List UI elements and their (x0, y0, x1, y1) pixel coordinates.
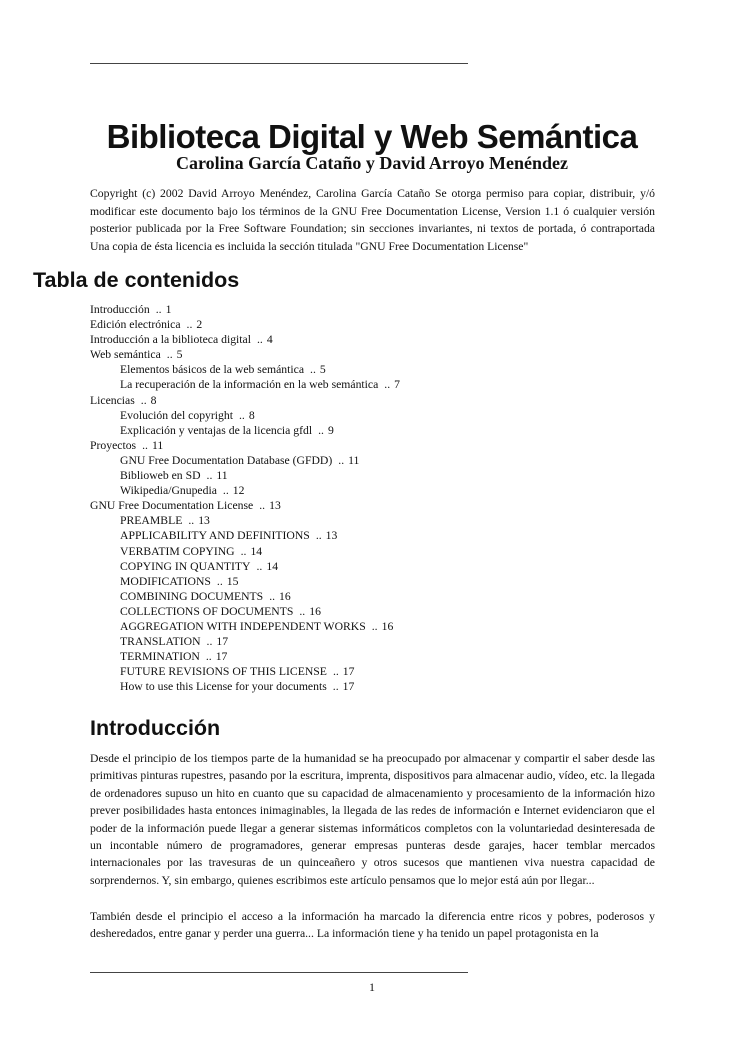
toc-entry[interactable] (90, 453, 400, 468)
toc-entry-label: GNU Free Documentation Database (GFDD) (120, 453, 333, 467)
toc-entry-page: 13 (198, 514, 210, 528)
toc-entry-label: Explicación y ventajas de la licencia gfdl (120, 423, 313, 437)
toc-entry-page: 4 (266, 333, 273, 347)
toc-entry-page: 16 (381, 619, 394, 633)
toc-entry-label: VERBATIM COPYING (120, 544, 235, 558)
toc-entry-dots: .. (142, 438, 148, 452)
toc-heading: Tabla de contenidos (33, 268, 240, 292)
toc-entry[interactable] (90, 393, 400, 408)
toc-entry-dots: .. (205, 650, 212, 664)
toc-entry-page: 13 (269, 499, 281, 513)
toc-entry-dots: .. (140, 393, 147, 407)
toc-entry-page: 17 (342, 680, 355, 694)
toc-entry-page: 15 (226, 574, 239, 588)
toc-entry-label: How to use this License for your documents (120, 680, 327, 694)
toc-entry-dots: .. (384, 378, 391, 392)
toc-entry-dots: .. (206, 469, 213, 483)
toc-entry-dots: .. (222, 484, 229, 498)
toc-entry-page: 2 (196, 318, 203, 332)
toc-entry[interactable] (90, 679, 400, 694)
toc-entry-dots: .. (259, 499, 266, 513)
toc-entry-page: 14 (266, 559, 279, 573)
toc-entry[interactable] (90, 377, 400, 392)
toc-entry-label: TRANSLATION (120, 635, 201, 649)
toc-entry-dots: .. (240, 544, 247, 558)
toc-entry-page: 17 (216, 635, 229, 649)
toc-entry-dots: .. (188, 514, 195, 528)
toc-entry[interactable] (90, 332, 400, 347)
toc-entry-label: Edición electrónica (90, 318, 181, 332)
toc-entry-dots: .. (256, 559, 263, 573)
toc-entry-page: 12 (232, 484, 245, 498)
toc-entry-dots: .. (310, 363, 316, 377)
toc-entry-dots: .. (166, 348, 173, 362)
toc-entry-label: FUTURE REVISIONS OF THIS LICENSE (120, 665, 327, 679)
toc-entry[interactable] (90, 559, 400, 574)
toc-entry-page: 13 (325, 529, 338, 543)
toc-entry[interactable] (90, 528, 400, 543)
toc-entry-label: Evolución del copyright (120, 408, 233, 422)
toc-entry-page: 17 (342, 665, 355, 679)
toc-entry[interactable] (90, 634, 400, 649)
paragraph: También desde el principio el acceso a la información ha marcado la diferencia entre ricos y pobres, poderosos y desheredados, entre ganar y perder una guerra... La información tiene y ha tenido un papel protagonista en la (90, 910, 655, 941)
paragraph: Desde el principio de los tiempos parte de la humanidad se ha preocupado por almacenar y compartir el saber desde las primitivas pinturas rupestres, pasando por la escritura, imprenta, dispositivos para almacenar audio, vídeo, etc. la llegada de ordenadores supuso un hito en cuanto que su capacidad de almacenamiento y procesamiento de la información hizo prever posibilidades hasta entonces inimaginables, la llegada de las redes de información e Internet evidenciaron que el poder de la información puede llegar a generar sistemas informáticos completos con la voluntariedad desinteresada de un incontable número de programadores, generar empresas punteras desde garajes, hacer temblar mercados internacionales por las travesuras de un quinceañero y otros sucesos que mantienen viva nuestra capacidad de sorprendernos. Y, sin embargo, quienes escribimos este artículo pensamos que lo mejor está aún por llegar... (90, 752, 655, 887)
toc-entry-page: 16 (279, 589, 291, 603)
toc-entry[interactable] (90, 362, 400, 377)
toc-entry[interactable] (90, 483, 400, 498)
toc-entry[interactable] (90, 498, 400, 513)
toc-entry[interactable] (90, 604, 400, 619)
toc-entry-page: 8 (248, 408, 255, 422)
toc-entry-label: MODIFICATIONS (120, 574, 211, 588)
toc-entry-label: Proyectos (90, 438, 137, 452)
toc-entry-dots: .. (371, 619, 378, 633)
toc-entry-label: COLLECTIONS OF DOCUMENTS (120, 604, 294, 618)
copyright-notice: Copyright (c) 2002 David Arroyo Menéndez, Carolina García Cataño Se otorga permiso para copiar, distribuir, y/ó modificar este documento bajo los términos de la GNU Free Documentation License, Version 1.1 ó cualquier versión posterior publicada por la Free Software Foundation; sin secciones invariantes, ni textos de portada, ó contraportada Una copia de ésta licencia es incluida la sección titulada "GNU Free Documentation License" (90, 187, 655, 253)
toc-entry-label: AGGREGATION WITH INDEPENDENT WORKS (120, 619, 366, 633)
toc-entry-page: 11 (348, 453, 360, 467)
toc-entry-dots: .. (206, 635, 213, 649)
toc-entry-label: Licencias (90, 393, 135, 407)
toc-entry-page: 7 (394, 378, 400, 392)
document-title: Biblioteca Digital y Web Semántica (106, 118, 638, 155)
toc-entry[interactable] (90, 649, 400, 664)
toc-entry-page: 9 (327, 423, 334, 437)
toc-entry-label: Biblioweb en SD (120, 469, 201, 483)
footer-rule (90, 972, 468, 973)
table-of-contents (90, 302, 400, 694)
toc-entry[interactable] (90, 438, 400, 453)
toc-entry-dots: .. (332, 680, 339, 694)
toc-entry-page: 5 (176, 348, 183, 362)
toc-entry-label: APPLICABILITY AND DEFINITIONS (120, 529, 310, 543)
toc-entry[interactable] (90, 317, 400, 332)
toc-entry-page: 17 (215, 650, 228, 664)
section-heading-introduccion: Introducción (90, 716, 221, 740)
toc-entry[interactable] (90, 589, 400, 604)
toc-entry-label: La recuperación de la información en la web semántica (120, 378, 379, 392)
toc-entry-dots: .. (256, 333, 263, 347)
toc-entry[interactable] (90, 664, 400, 679)
toc-entry-label: PREAMBLE (120, 514, 183, 528)
page-number: 1 (369, 980, 375, 994)
toc-entry-page: 5 (319, 363, 326, 377)
toc-entry[interactable] (90, 408, 400, 423)
toc-entry[interactable] (90, 347, 400, 362)
toc-entry-label: COMBINING DOCUMENTS (120, 589, 264, 603)
toc-entry-dots: .. (155, 303, 162, 316)
toc-entry-dots: .. (269, 589, 276, 603)
toc-entry-label: Elementos básicos de la web semántica (120, 363, 305, 377)
toc-entry-dots: .. (338, 453, 345, 467)
toc-entry-page: 1 (165, 303, 172, 316)
toc-entry[interactable] (90, 423, 400, 438)
document-authors: Carolina García Cataño y David Arroyo Menéndez (176, 153, 568, 173)
toc-entry-dots: .. (216, 574, 223, 588)
toc-entry-dots: .. (238, 408, 245, 422)
toc-entry-label: Wikipedia/Gnupedia (120, 484, 217, 498)
toc-entry-label: TERMINATION (120, 650, 200, 664)
header-rule (90, 63, 468, 64)
toc-entry-dots: .. (315, 529, 322, 543)
toc-entry-label: Web semántica (90, 348, 161, 362)
toc-entry-dots: .. (318, 423, 324, 437)
toc-entry[interactable] (90, 468, 400, 483)
toc-entry-dots: .. (186, 318, 193, 332)
toc-entry[interactable] (90, 302, 400, 317)
toc-entry-dots: .. (299, 604, 306, 618)
toc-entry-page: 8 (150, 393, 157, 407)
toc-entry[interactable] (90, 574, 400, 589)
toc-entry-label: Introducción a la biblioteca digital (90, 333, 251, 347)
toc-entry-page: 11 (151, 438, 164, 452)
toc-entry-label: COPYING IN QUANTITY (120, 559, 251, 573)
toc-entry[interactable] (90, 513, 400, 528)
toc-entry[interactable] (90, 619, 400, 634)
toc-entry-label: GNU Free Documentation License (90, 499, 254, 513)
toc-entry-page: 14 (250, 544, 263, 558)
toc-entry-label: Introducción (90, 303, 150, 316)
toc-entry-dots: .. (332, 665, 339, 679)
toc-entry-page: 16 (309, 604, 321, 618)
toc-entry[interactable] (90, 544, 400, 559)
toc-entry-page: 11 (216, 469, 228, 483)
